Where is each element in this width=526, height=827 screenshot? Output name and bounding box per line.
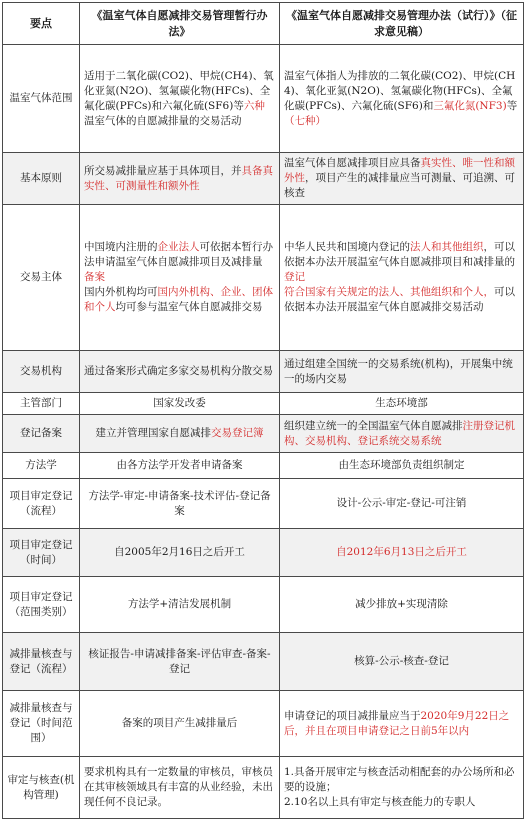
row-label: 项目审定登记（时间） <box>3 529 80 577</box>
highlighted-text: 2020年9月22日之后，并且在项目申请登记之日前5年以内 <box>284 709 510 737</box>
row-label: 主管部门 <box>3 393 80 415</box>
cell-text: 核算-公示-核查-登记 <box>354 655 449 667</box>
cell-text: 中华人民共和国境内登记的 <box>284 241 410 253</box>
table-row <box>3 45 524 153</box>
table-row <box>3 479 524 529</box>
highlighted-text: 备案 <box>84 271 105 283</box>
cell-text: 中国境内注册的 <box>84 241 158 253</box>
row-label: 减排量核查与登记（流程） <box>3 633 80 691</box>
draft-measures-cell <box>280 479 524 529</box>
cell-text: 组织建立统一的全国温室气体自愿减排 <box>284 419 463 432</box>
table-row <box>3 453 524 479</box>
header-interim-measures: 《温室气体自愿减排交易管理暂行办法》 <box>80 3 280 45</box>
highlighted-text: （七种） <box>284 114 326 127</box>
highlighted-text: 注册登记机构、交易机构、登记系统交易系统 <box>284 419 515 447</box>
interim-measures-cell <box>80 153 280 205</box>
interim-measures-cell <box>80 691 280 757</box>
interim-measures-cell <box>80 453 280 479</box>
highlighted-text: 企业法人 <box>157 241 200 253</box>
row-label: 方法学 <box>3 453 80 479</box>
highlighted-text: 交易登记簿 <box>211 427 264 439</box>
table-row <box>3 351 524 393</box>
draft-measures-cell <box>280 453 524 479</box>
cell-text: 自2005年2月16日之后开工 <box>114 546 245 558</box>
draft-measures-cell <box>280 45 524 153</box>
table-row <box>3 529 524 577</box>
draft-measures-cell <box>280 691 524 757</box>
highlighted-text: 六种 <box>243 99 265 112</box>
table-row <box>3 577 524 633</box>
draft-measures-cell <box>280 153 524 205</box>
highlighted-text: 法人和其他组织 <box>410 241 484 253</box>
cell-text: 等 <box>506 99 518 112</box>
highlighted-text: 真实性、唯一性和额外性 <box>284 157 515 184</box>
cell-text: 温室气体自愿减排项目应具备 <box>284 157 421 169</box>
table-row <box>3 205 524 351</box>
table-row <box>3 757 524 819</box>
cell-text: 国家发改委 <box>153 397 206 409</box>
highlighted-text: 三氟化氮(NF3) <box>433 99 507 112</box>
cell-text: 通过组建全国统一的交易系统(机构)，开展集中统一的场内交易 <box>284 357 513 385</box>
table-row <box>3 153 524 205</box>
interim-measures-cell <box>80 757 280 819</box>
row-label: 项目审定登记（流程） <box>3 479 80 529</box>
cell-text: 建立并管理国家自愿减排 <box>95 427 211 439</box>
interim-measures-cell <box>80 205 280 351</box>
draft-measures-cell <box>280 633 524 691</box>
cell-text: 适用于二氧化碳(CO2)、甲烷(CH4)、氧化亚氮(N2O)、氢氟碳化物(HFCs)、全氟化碳(PFCs)和六氟化硫(SF6)等 <box>84 69 274 112</box>
cell-text: 温室气体指人为排放的二氧化碳(CO2)、甲烷(CH4)、氧化亚氮(N2O)、氢氟碳化物(HFCs)、全氟化碳(PFCs)、六氟化硫(SF6)和 <box>284 69 516 112</box>
cell-text: 要求机构具有一定数量的审核员，审核员在其审核领域具有丰富的从业经验，未出现任何不良记录。 <box>84 766 273 808</box>
draft-measures-cell <box>280 393 524 415</box>
header-draft-measures: 《温室气体自愿减排交易管理办法（试行）》（征求意见稿） <box>280 3 524 45</box>
draft-measures-cell <box>280 415 524 453</box>
interim-measures-cell <box>80 479 280 529</box>
interim-measures-cell <box>80 577 280 633</box>
table-row <box>3 393 524 415</box>
cell-text: 均可参与温室气体自愿减排交易 <box>115 301 263 313</box>
row-label: 交易主体 <box>3 205 80 351</box>
highlighted-text: 自2012年6月13日之后开工 <box>336 546 467 558</box>
interim-measures-cell <box>80 45 280 153</box>
comparison-table-wrapper <box>2 2 524 819</box>
cell-text: 可依据本暂行办法申请温室气体自愿减排项目及减排量 <box>84 241 273 268</box>
draft-measures-cell <box>280 205 524 351</box>
interim-measures-cell <box>80 393 280 415</box>
row-label: 基本原则 <box>3 153 80 205</box>
cell-text: 方法学+清洁发展机制 <box>127 598 232 610</box>
cell-text: 可以依据本办法开展温室气体自愿减排交易活动 <box>284 286 515 313</box>
comparison-table <box>2 2 524 819</box>
highlighted-text: 具备真实性、可测量性和额外性 <box>84 164 273 192</box>
table-row <box>3 691 524 757</box>
draft-measures-cell <box>280 577 524 633</box>
cell-text: ，项目产生的减排量应当可测量、可追溯、可核查 <box>284 172 515 199</box>
row-label: 交易机构 <box>3 351 80 393</box>
draft-measures-cell <box>280 351 524 393</box>
cell-text: 温室气体的自愿减排量的交易活动 <box>84 114 242 127</box>
interim-measures-cell <box>80 633 280 691</box>
cell-text: 申请登记的项目减排量应当于 <box>284 709 421 722</box>
highlighted-text: 国内外机构、企业、团体和个人 <box>84 286 273 313</box>
table-row <box>3 633 524 691</box>
cell-text: 核证报告-申请减排备案-评估审查-备案-登记 <box>88 647 271 675</box>
interim-measures-cell <box>80 351 280 393</box>
row-label: 温室气体范围 <box>3 45 80 153</box>
table-row <box>3 415 524 453</box>
cell-text: 由各方法学开发者申请备案 <box>116 459 243 471</box>
cell-text: ，可以依据本办法开展温室气体自愿减排项目和减排量的 <box>284 241 515 268</box>
cell-text: 减少排放+实现清除 <box>355 598 448 610</box>
cell-text: 方法学-审定-申请备案-技术评估-登记备案 <box>88 489 271 517</box>
cell-text: 国内外机构均可 <box>84 286 158 298</box>
cell-text: 所交易减排量应基于具体项目，并 <box>84 164 242 177</box>
cell-text: 1.具备开展审定与核查活动相配套的办公场所和必要的设施； <box>284 766 515 793</box>
header-row <box>3 3 524 45</box>
row-label: 登记备案 <box>3 415 80 453</box>
highlighted-text: 符合国家有关规定的法人、其他组织和个人， <box>284 286 494 298</box>
cell-text: 2.10名以上具有审定与核查能力的专职人 <box>284 796 476 808</box>
row-label: 减排量核查与登记（时间范围） <box>3 691 80 757</box>
draft-measures-cell <box>280 529 524 577</box>
header-key-points: 要点 <box>3 3 80 45</box>
draft-measures-cell <box>280 757 524 819</box>
row-label: 审定与核查(机构管理) <box>3 757 80 819</box>
cell-text: 备案的项目产生减排量后 <box>121 717 238 729</box>
interim-measures-cell <box>80 529 280 577</box>
cell-text: 通过备案形式确定多家交易机构分散交易 <box>84 365 273 377</box>
cell-text: 由生态环境部负责组织制定 <box>338 459 465 471</box>
cell-text: 生态环境部 <box>375 397 428 409</box>
interim-measures-cell <box>80 415 280 453</box>
highlighted-text: 登记 <box>284 271 305 283</box>
row-label: 项目审定登记（范围类别） <box>3 577 80 633</box>
cell-text: 设计-公示-审定-登记-可注销 <box>336 497 467 509</box>
